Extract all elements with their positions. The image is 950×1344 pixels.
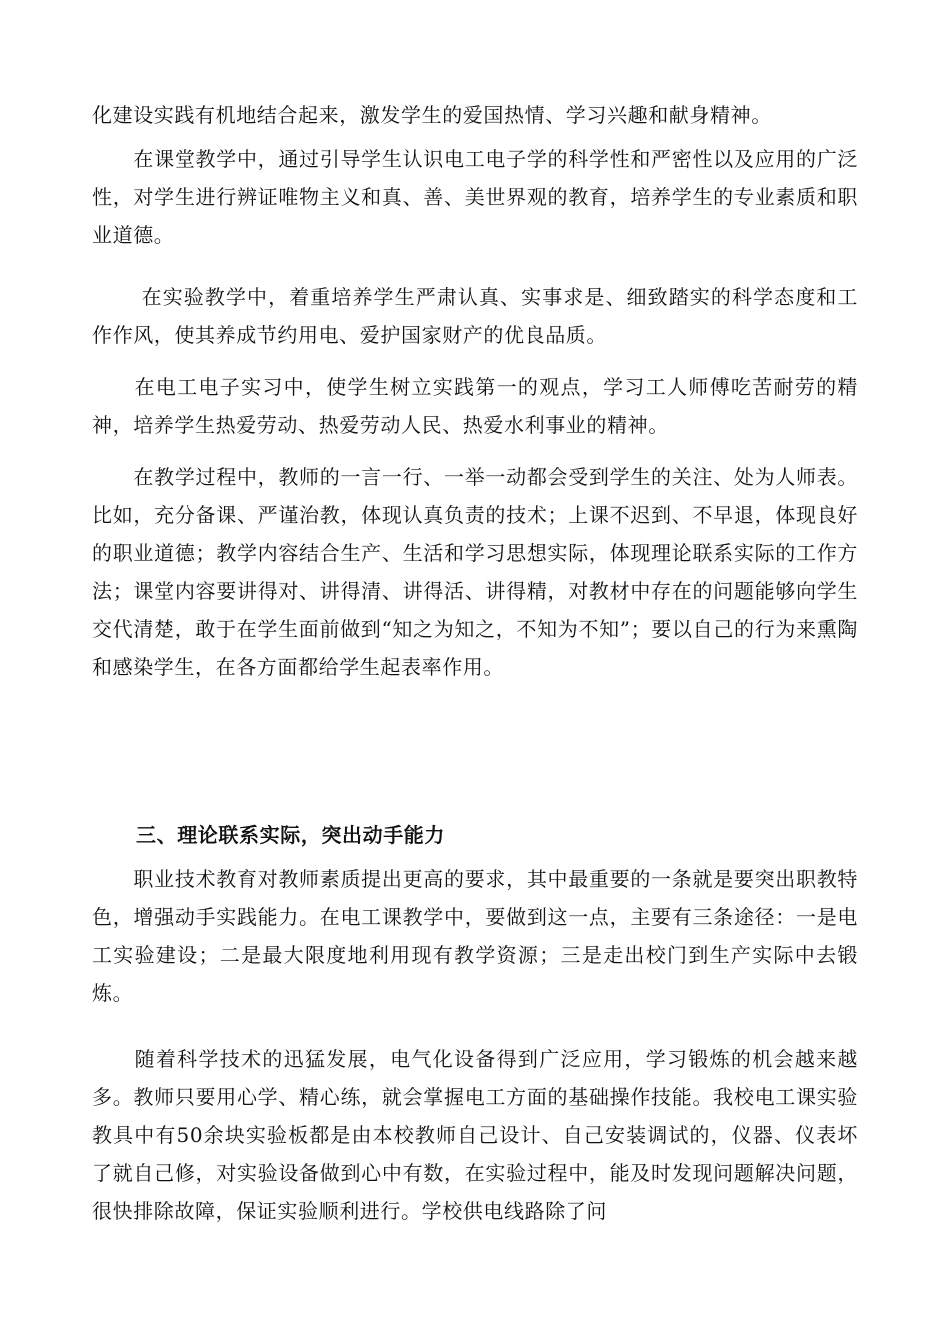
paragraph-1: 化建设实践有机地结合起来，激发学生的爱国热情、学习兴趣和献身精神。 [92,103,772,127]
paragraph-4: 在电工电子实习中，使学生树立实践第一的观点，学习工人师傅吃苦耐劳的精神，培养学生热爱劳动、热爱劳动人民、热爱水利事业的精神。 [92,375,858,437]
paragraph-2: 在课堂教学中，通过引导学生认识电工电子学的科学性和严密性以及应用的广泛性，对学生进行辨证唯物主义和真、善、美世界观的教育，培养学生的专业素质和职业道德。 [92,147,858,247]
paragraph-3: 在实验教学中，着重培养学生严肃认真、实事求是、细致踏实的科学态度和工作作风，使其养成节约用电、爱护国家财产的优良品质。 [92,285,858,347]
section-heading: 三、理论联系实际，突出动手能力 [136,823,445,847]
section-paragraph-2: 随着科学技术的迅猛发展，电气化设备得到广泛应用，学习锻炼的机会越来越多。教师只要用心学、精心练，就会掌握电工方面的基础操作技能。我校电工课实验教具中有50余块实验板都是由本校教师自己设计、自己安装调试的，仪器、仪表坏了就自己修，对实验设备做到心中有数，在实验过程中，能及时发现问题解决问题，很快排除故障，保证实验顺利进行。学校供电线路除了问 [92,1047,858,1223]
section-paragraph-1: 职业技术教育对教师素质提出更高的要求，其中最重要的一条就是要突出职教特色，增强动手实践能力。在电工课教学中，要做到这一点，主要有三条途径：一是电工实验建设；二是最大限度地利用现有教学资源；三是走出校门到生产实际中去锻炼。 [92,867,858,1005]
paragraph-5: 在教学过程中，教师的一言一行、一举一动都会受到学生的关注、处为人师表。比如，充分备课、严谨治教，体现认真负责的技术；上课不迟到、不早退，体现良好的职业道德；教学内容结合生产、生活和学习思想实际，体现理论联系实际的工作方法；课堂内容要讲得对、讲得清、讲得活、讲得精，对教材中存在的问题能够向学生交代清楚，敢于在学生面前做到“知之为知之，不知为不知”；要以自己的行为来熏陶和感染学生，在各方面都给学生起表率作用。 [92,465,858,679]
